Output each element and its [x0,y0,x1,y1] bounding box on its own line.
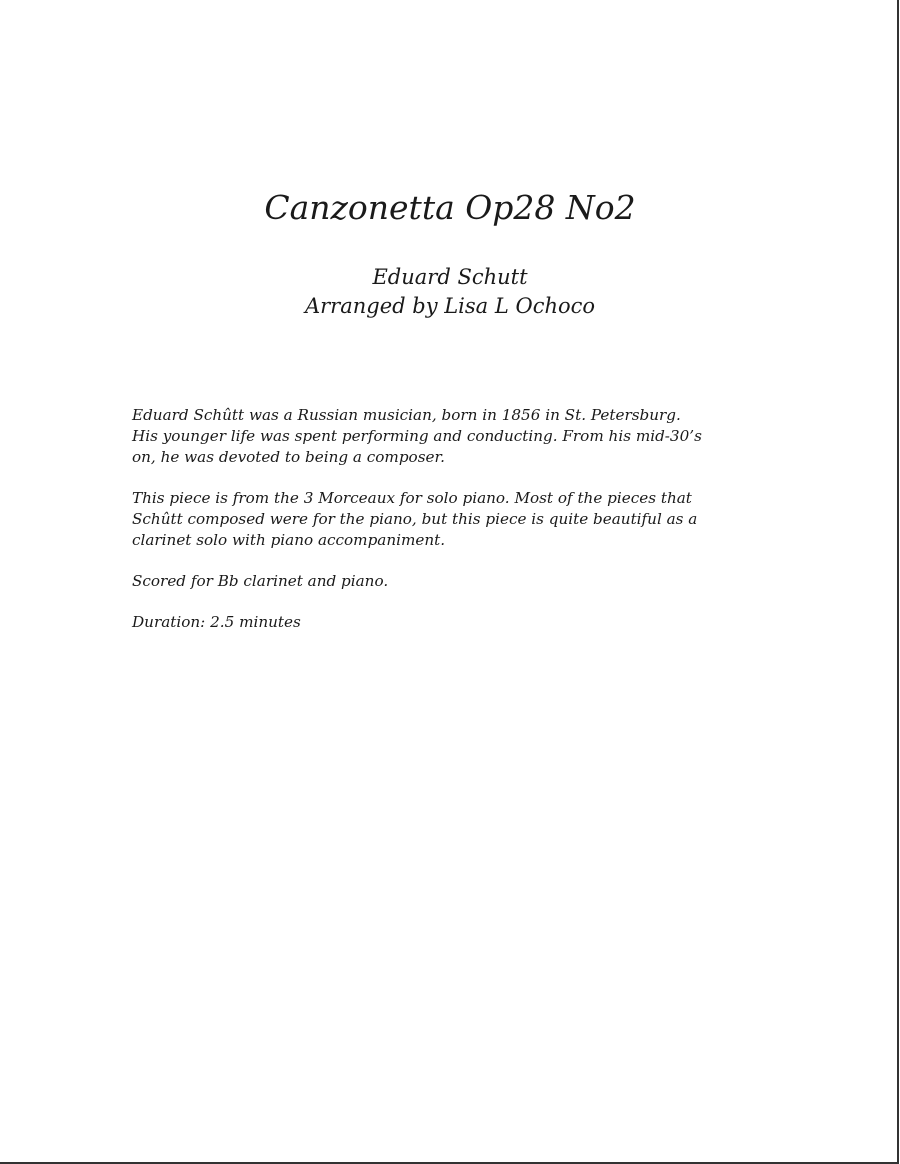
arranger-credit: Arranged by Lisa L Ochoco [304,294,596,318]
piece-description-paragraph [132,488,792,551]
program-notes [132,405,792,653]
text-line: Eduard Schûtt was a Russian musician, born in 1856 in St. Petersburg. [132,406,681,424]
text-line: Duration: 2.5 minutes [132,613,301,631]
bio-paragraph [132,405,792,468]
text-line: on, he was devoted to being a composer. [132,448,445,466]
piece-title: Canzonetta Op28 No2 [264,188,636,227]
text-line: His younger life was spent performing and conducting. From his mid-30’s [132,427,702,445]
text-line: This piece is from the 3 Morceaux for solo piano. Most of the pieces that [132,489,692,507]
text-line: Schûtt composed were for the piano, but this piece is quite beautiful as a [132,510,698,528]
text-line: clarinet solo with piano accompaniment. [132,531,446,549]
instrumentation-paragraph [132,571,792,592]
composer-name: Eduard Schutt [372,265,528,289]
duration-paragraph [132,612,792,633]
text-line: Scored for Bb clarinet and piano. [132,572,389,590]
